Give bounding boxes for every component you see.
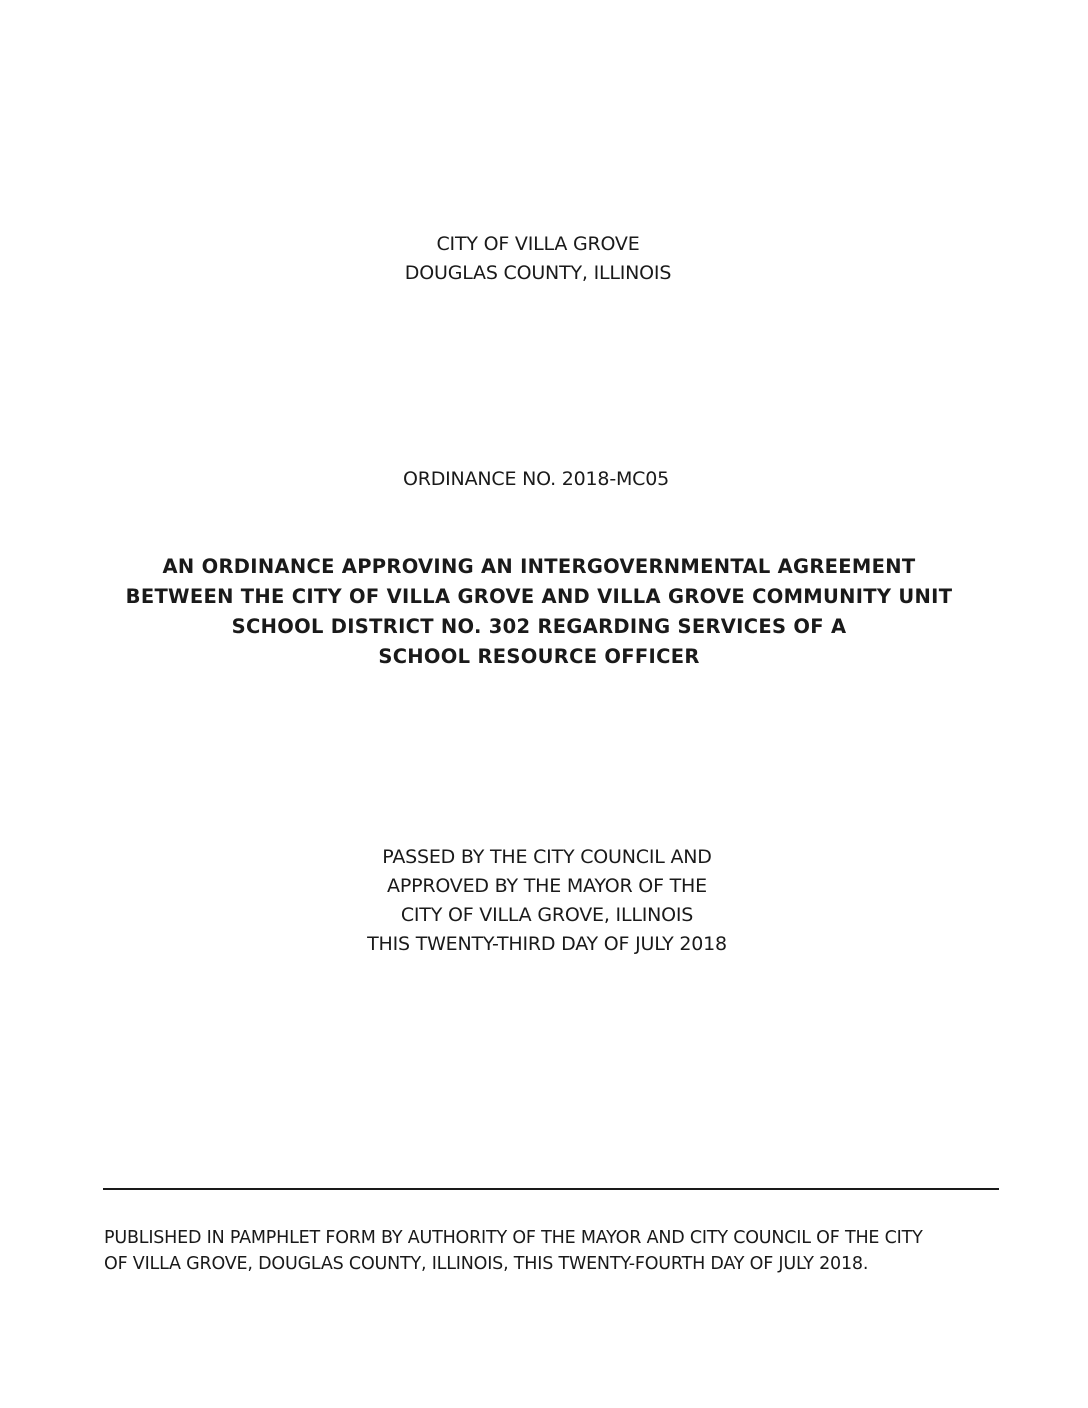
passed-line: APPROVED BY THE MAYOR OF THE bbox=[387, 875, 707, 897]
county-state: DOUGLAS COUNTY, ILLINOIS bbox=[404, 262, 672, 284]
title-line: AN ORDINANCE APPROVING AN INTERGOVERNMENTAL AGREEMENT bbox=[162, 555, 916, 578]
passed-line: PASSED BY THE CITY COUNCIL AND bbox=[382, 846, 712, 868]
passed-statement bbox=[3, 843, 1088, 959]
published-line: PUBLISHED IN PAMPHLET FORM BY AUTHORITY OF THE MAYOR AND CITY COUNCIL OF THE CITY bbox=[104, 1228, 923, 1248]
title-line: SCHOOL DISTRICT NO. 302 REGARDING SERVICES OF A bbox=[231, 615, 847, 638]
ordinance-title bbox=[0, 552, 1083, 672]
title-line: BETWEEN THE CITY OF VILLA GROVE AND VILLA GROVE COMMUNITY UNIT bbox=[125, 585, 953, 608]
ordinance-number-block bbox=[0, 465, 1080, 494]
horizontal-divider bbox=[103, 1188, 999, 1190]
title-line: SCHOOL RESOURCE OFFICER bbox=[378, 645, 700, 668]
ordinance-number: ORDINANCE NO. 2018-MC05 bbox=[402, 468, 670, 490]
publication-statement bbox=[104, 1225, 1004, 1277]
municipality-header bbox=[0, 230, 1082, 288]
passed-line: THIS TWENTY-THIRD DAY OF JULY 2018 bbox=[367, 933, 727, 955]
passed-line: CITY OF VILLA GROVE, ILLINOIS bbox=[400, 904, 694, 926]
published-line: OF VILLA GROVE, DOUGLAS COUNTY, ILLINOIS, THIS TWENTY-FOURTH DAY OF JULY 2018. bbox=[104, 1254, 869, 1274]
city-name: CITY OF VILLA GROVE bbox=[436, 233, 640, 255]
